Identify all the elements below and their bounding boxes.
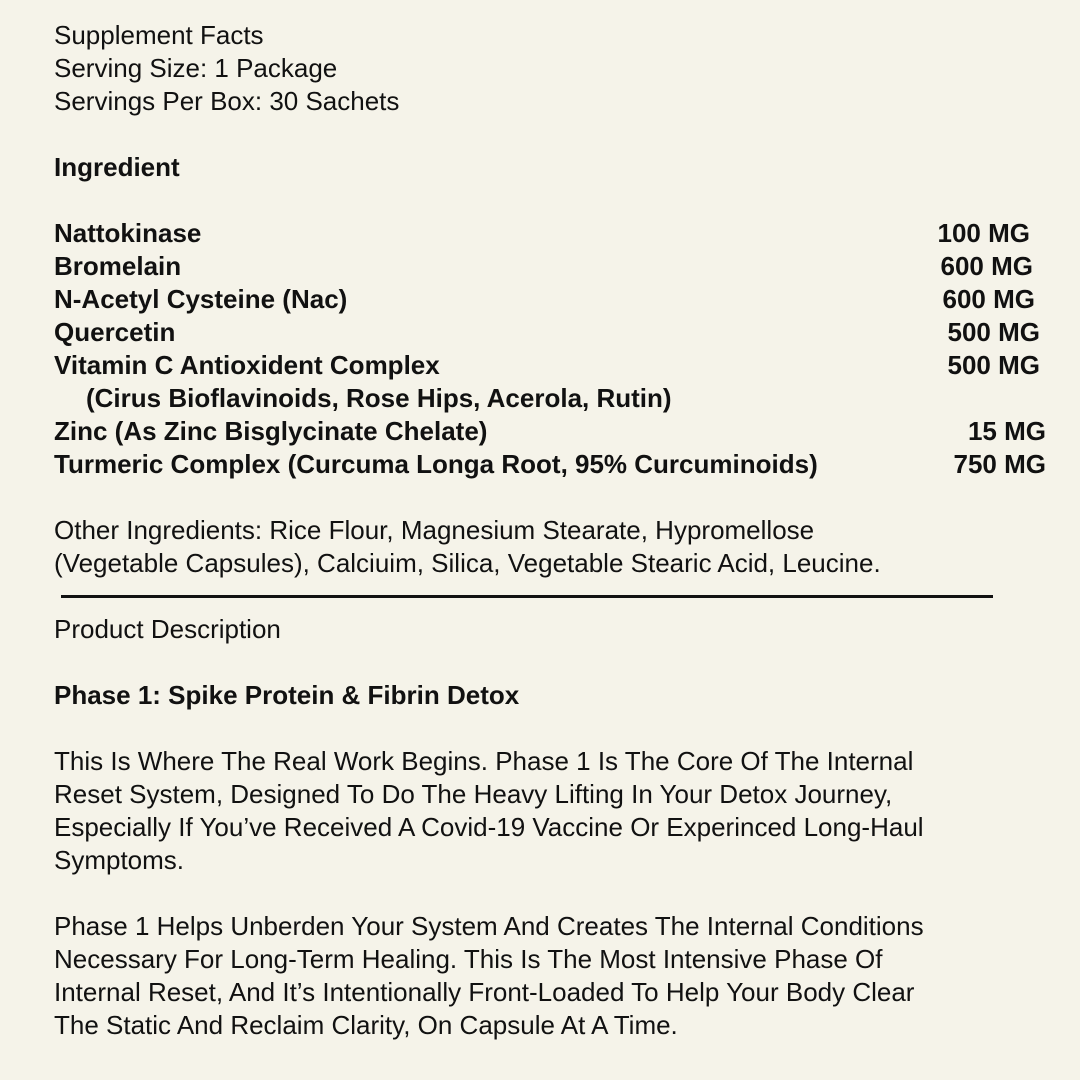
ingredient-row-vitamin-c-sources — [54, 382, 1044, 415]
spacer — [54, 118, 1044, 151]
ingredient-amount: 750 MG — [953, 449, 1046, 479]
paragraph-2-line: Internal Reset, And It’s Intentionally Front-Loaded To Help Your Body Clear — [54, 977, 915, 1007]
spacer — [54, 877, 1044, 910]
paragraph-1-line: Reset System, Designed To Do The Heavy Lifting In Your Detox Journey, — [54, 779, 893, 809]
ingredient-name: Quercetin — [54, 317, 176, 347]
ingredient-row-nac — [54, 283, 1044, 316]
product-description-label: Product Description — [54, 614, 281, 644]
other-ingredients-line-1: Other Ingredients: Rice Flour, Magnesium Stearate, Hypromellose — [54, 515, 815, 545]
spacer — [54, 712, 1044, 745]
ingredient-row-zinc — [54, 415, 1044, 448]
ingredient-name: N-Acetyl Cysteine (Nac) — [54, 284, 348, 314]
paragraph-2-line: Phase 1 Helps Unberden Your System And Creates The Internal Conditions — [54, 911, 924, 941]
paragraph-2-line: Necessary For Long-Term Healing. This Is The Most Intensive Phase Of — [54, 944, 883, 974]
ingredient-row-vitamin-c — [54, 349, 1044, 382]
servings-per-box: Servings Per Box: 30 Sachets — [54, 86, 400, 116]
ingredient-amount: 15 MG — [967, 416, 1046, 446]
paragraph-2-line: The Static And Reclaim Clarity, On Capsule At A Time. — [54, 1010, 678, 1040]
paragraph-1-line: Especially If You’ve Received A Covid-19 Vaccine Or Experinced Long-Haul — [54, 812, 924, 842]
ingredient-name: Vitamin C Antioxident Complex — [54, 350, 440, 380]
spacer — [54, 184, 1044, 217]
ingredient-subnote: (Cirus Bioflavinoids, Rose Hips, Acerola, Rutin) — [86, 383, 672, 413]
ingredient-header: Ingredient — [54, 152, 180, 182]
paragraph-1-line: This Is Where The Real Work Begins. Phase 1 Is The Core Of The Internal — [54, 746, 914, 776]
ingredient-amount: 100 MG — [937, 218, 1030, 248]
ingredient-name: Bromelain — [54, 251, 182, 281]
ingredient-amount: 500 MG — [947, 317, 1040, 347]
ingredient-row-nattokinase — [54, 217, 1044, 250]
spacer — [54, 646, 1044, 679]
ingredient-amount: 600 MG — [940, 251, 1033, 281]
serving-size: Serving Size: 1 Package — [54, 53, 338, 83]
ingredient-name: Nattokinase — [54, 218, 202, 248]
ingredient-row-turmeric — [54, 448, 1044, 481]
facts-title: Supplement Facts — [54, 20, 264, 50]
ingredient-amount: 500 MG — [947, 350, 1040, 380]
ingredient-row-quercetin — [54, 316, 1044, 349]
ingredient-amount: 600 MG — [942, 284, 1035, 314]
phase-title: Phase 1: Spike Protein & Fibrin Detox — [54, 680, 520, 710]
paragraph-1-line: Symptoms. — [54, 845, 185, 875]
supplement-facts-document — [54, 19, 1044, 1042]
ingredient-name: Zinc (As Zinc Bisglycinate Chelate) — [54, 416, 488, 446]
other-ingredients-line-2: (Vegetable Capsules), Calciuim, Silica, Vegetable Stearic Acid, Leucine. — [54, 548, 881, 578]
ingredient-row-bromelain — [54, 250, 1044, 283]
section-divider — [61, 595, 993, 598]
spacer — [54, 481, 1044, 514]
ingredient-name: Turmeric Complex (Curcuma Longa Root, 95% Curcuminoids) — [54, 449, 818, 479]
